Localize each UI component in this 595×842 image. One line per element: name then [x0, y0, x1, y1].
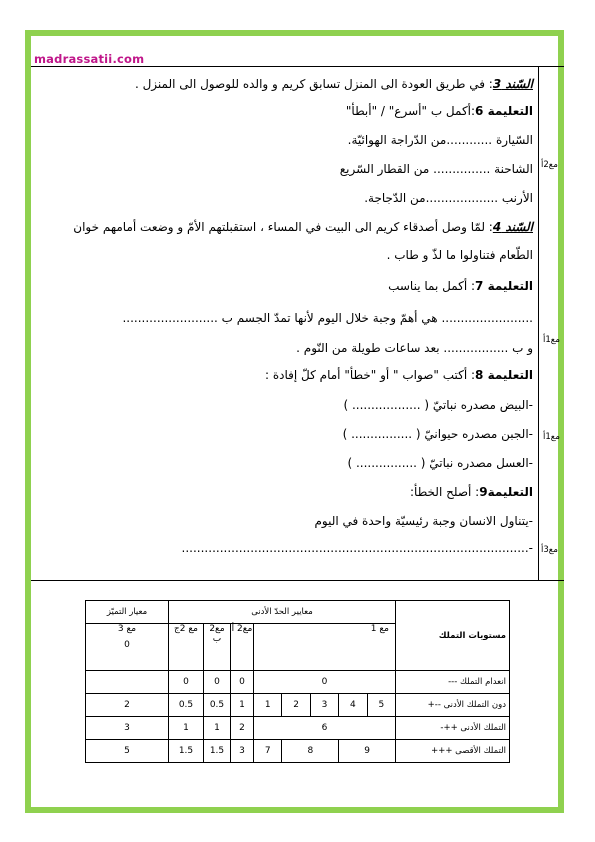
- score-cell: 7: [254, 740, 282, 763]
- header-excellence: معيار التميّز: [86, 601, 169, 624]
- score-cell: 0: [254, 671, 396, 694]
- sanad-4-label: السّند 4: [492, 220, 533, 234]
- criterion-m3-label: مع 3: [117, 624, 137, 634]
- criterion-m2a: مع2 أ: [231, 624, 254, 671]
- sanad-4-continued: الطّعام فتناولوا ما لذّ و طاب .: [386, 248, 533, 262]
- instruction-8-text: : أكتب "صواب " أو "خطأ" أمام كلّ إفادة :: [265, 368, 476, 382]
- sanad-3-text: : في طريق العودة الى المنزل تسابق كريم و والده للوصول الى المنزل .: [134, 77, 493, 91]
- exercise-line: ........................ هي أهمّ وجبة خلال اليوم لأنها تمدّ الجسم ب .........................: [122, 311, 533, 325]
- table-row: [86, 671, 510, 694]
- answer-line: -...........................................................................................: [181, 541, 533, 555]
- exercise-line: و ب ................. بعد ساعات طويلة من النّوم .: [296, 341, 533, 355]
- side-criterion-label: مع2أ: [541, 160, 558, 170]
- criterion-m2b: مع2 ب: [204, 624, 231, 671]
- side-criterion-label: مع3أ: [541, 545, 558, 555]
- score-cell: 1: [231, 694, 254, 717]
- score-cell: 9: [339, 740, 396, 763]
- instruction-7: [388, 278, 533, 294]
- criteria-column-divider: [538, 66, 539, 581]
- score-cell: 1.5: [204, 740, 231, 763]
- instruction-8-label: التعليمة 8: [475, 368, 533, 382]
- score-cell: 2: [86, 694, 169, 717]
- score-cell: 4: [339, 694, 367, 717]
- score-cell: 0: [204, 671, 231, 694]
- side-criterion-label: مع1أ: [543, 432, 560, 442]
- instruction-6-label: التعليمة 6: [475, 104, 533, 118]
- grading-table: [85, 600, 510, 763]
- table-header-row: [86, 601, 510, 624]
- exercise-line: -الجبن مصدره حيوانيّ ( ................ ): [342, 427, 533, 441]
- score-cell: [86, 671, 169, 694]
- exercise-line: -يتناول الانسان وجبة رئيسيّة واحدة في اليوم: [314, 514, 533, 528]
- instruction-8: [265, 367, 533, 383]
- level-label: انعدام التملك ---: [396, 671, 510, 694]
- exercise-line: الشاحنة ............... من القطار السّريع: [339, 162, 533, 176]
- score-cell: 0: [169, 671, 204, 694]
- instruction-9-text: : أصلح الخطأ:: [410, 485, 480, 499]
- score-cell: 5: [367, 694, 395, 717]
- level-label: دون التملك الأدنى --+: [396, 694, 510, 717]
- score-cell: 3: [310, 694, 338, 717]
- score-cell: 2: [231, 717, 254, 740]
- instruction-7-label: التعليمة 7: [475, 279, 533, 293]
- score-cell: 1.5: [169, 740, 204, 763]
- score-cell: 8: [282, 740, 339, 763]
- instruction-9: [410, 484, 533, 500]
- sanad-3-label: السّند 3: [492, 77, 533, 91]
- criterion-m3-value: 0: [124, 640, 130, 650]
- score-cell: 1: [254, 694, 282, 717]
- score-cell: 3: [86, 717, 169, 740]
- exercise-line: السّيارة ............من الدّراجة الهوائيّة.: [347, 133, 533, 147]
- score-cell: 1: [204, 717, 231, 740]
- score-cell: 5: [86, 740, 169, 763]
- side-criterion-label: مع1أ: [543, 335, 560, 345]
- table-row: [86, 740, 510, 763]
- score-cell: 0.5: [204, 694, 231, 717]
- score-cell: 0.5: [169, 694, 204, 717]
- sanad-4-text: : لمّا وصل أصدقاء كريم الى البيت في المساء ، استقبلتهم الأمّ و وضعت أمامهم خوان: [73, 220, 493, 234]
- level-label: التملك الأقصى +++: [396, 740, 510, 763]
- header-levels: مستويات التملك: [396, 601, 510, 671]
- level-label: التملك الأدنى ++-: [396, 717, 510, 740]
- criterion-m1: مع 1: [254, 624, 396, 671]
- criterion-m2c: مع 2ج: [169, 624, 204, 671]
- table-row: [86, 717, 510, 740]
- exercise-line: الأرنب ...................من الدّجاجة.: [364, 191, 533, 205]
- score-cell: 6: [254, 717, 396, 740]
- site-watermark: madrassatii.com: [34, 52, 145, 66]
- exercise-line: -العسل مصدره نباتيّ ( ................ ): [347, 456, 533, 470]
- header-min-criteria: معايير الحدّ الأدنى: [169, 601, 396, 624]
- score-cell: 0: [231, 671, 254, 694]
- table-row: [86, 694, 510, 717]
- sanad-4: [73, 219, 533, 235]
- instruction-6: [346, 103, 533, 119]
- instruction-7-text: : أكمل بما يناسب: [388, 279, 476, 293]
- score-cell: 3: [231, 740, 254, 763]
- criterion-m3: [86, 624, 169, 671]
- score-cell: 1: [169, 717, 204, 740]
- score-cell: 2: [282, 694, 310, 717]
- instruction-6-text: :أكمل ب "أسرع" / "أبطأ": [345, 104, 476, 118]
- sanad-3: [135, 76, 533, 92]
- exercise-line: -البيض مصدره نباتيّ ( .................. ): [343, 398, 533, 412]
- instruction-9-label: التعليمة9: [479, 485, 533, 499]
